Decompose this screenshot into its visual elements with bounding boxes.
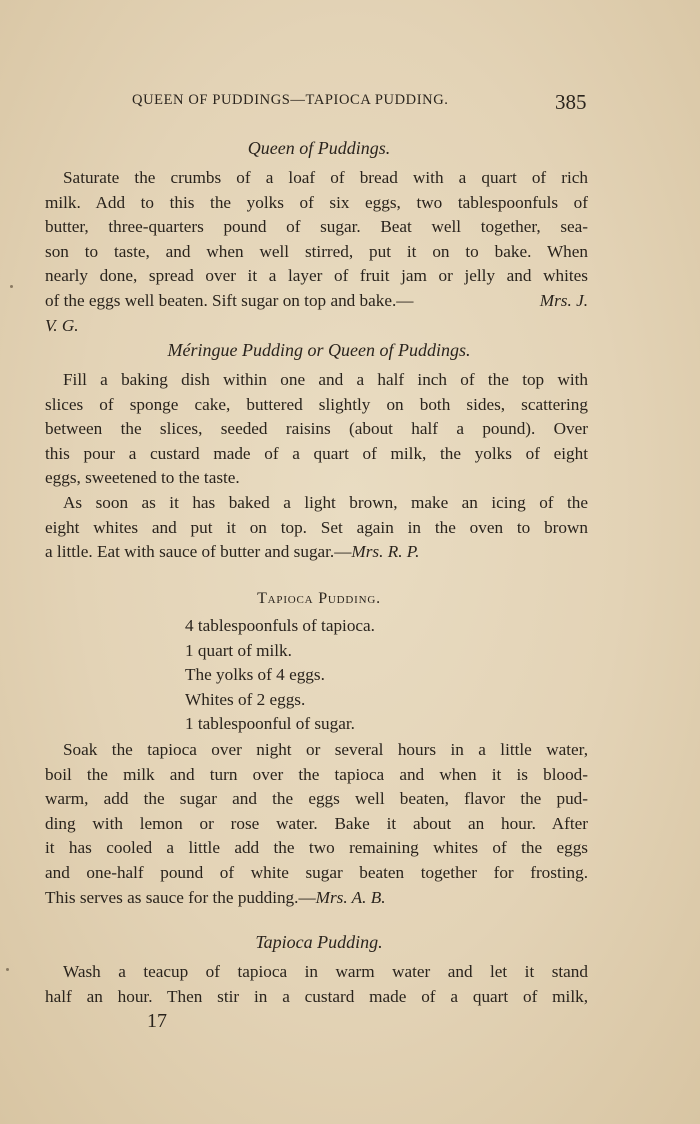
paper-speck [10, 285, 13, 288]
ingredient-item: 1 tablespoonful of sugar. [185, 714, 355, 734]
text-line: milk. Add to this the yolks of six eggs, two tablespoonfuls of [45, 192, 588, 212]
text-line: this pour a custard made of a quart of milk, the yolks of eight [45, 443, 588, 463]
signature-continued: V. G. [45, 315, 79, 335]
text-line: it has cooled a little add the two remaining whites of the eggs [45, 838, 588, 858]
text-line-with-signature [45, 540, 588, 565]
recipe-title-tapioca-pudding: Tapioca Pudding. [257, 590, 381, 607]
text-line: a little. Eat with sauce of butter and sugar.— [45, 542, 352, 562]
recipe-body-tapioca-pudding [45, 738, 588, 910]
recipe-title-queen-of-puddings: Queen of Puddings. [247, 138, 391, 158]
recipe-body-tapioca-pudding-2 [45, 960, 588, 1009]
ingredient-item: The yolks of 4 eggs. [185, 665, 325, 685]
text-line: Wash a teacup of tapioca in warm water and let it stand [63, 962, 588, 981]
ingredient-item: 1 quart of milk. [185, 640, 292, 660]
recipe-body-queen-of-puddings [45, 166, 588, 338]
running-header: QUEEN OF PUDDINGS—TAPIOCA PUDDING. [132, 92, 449, 108]
text-line: half an hour. Then stir in a custard made of a quart of milk, [45, 986, 588, 1006]
text-line: Soak the tapioca over night or several hours in a little water, [63, 740, 588, 759]
text-line: Fill a baking dish within one and a half inch of the top with [63, 370, 588, 389]
signature: Mrs. R. P. [351, 542, 420, 562]
text-line: slices of sponge cake, buttered slightly on both sides, scattering [45, 394, 588, 414]
text-line: warm, add the sugar and the eggs well beaten, flavor the pud- [45, 789, 588, 809]
signature: Mrs. J. [539, 290, 588, 310]
text-line: This serves as sauce for the pudding.— [45, 887, 316, 907]
text-line: and one-half pound of white sugar beaten together for frosting. [45, 862, 588, 882]
paper-speck [6, 968, 9, 971]
text-line: ding with lemon or rose water. Bake it about an hour. After [45, 813, 588, 833]
ingredient-list [185, 614, 375, 737]
text-line: eight whites and put it on top. Set again in the oven to brown [45, 517, 588, 537]
recipe-title-meringue-pudding: Méringue Pudding or Queen of Puddings. [167, 340, 471, 360]
text-line: butter, three-quarters pound of sugar. Beat well together, sea- [45, 217, 588, 237]
text-line: nearly done, spread over it a layer of fruit jam or jelly and whites [45, 266, 588, 286]
ingredient-item: 4 tablespoonfuls of tapioca. [185, 616, 375, 635]
text-line: Saturate the crumbs of a loaf of bread with a quart of rich [63, 168, 588, 187]
text-line: boil the milk and turn over the tapioca and when it is blood- [45, 764, 588, 784]
text-line-with-signature [45, 289, 588, 314]
page-number: 385 [555, 90, 587, 114]
signature: Mrs. A. B. [315, 887, 386, 907]
text-line: of the eggs well beaten. Sift sugar on top and bake.— [45, 290, 414, 310]
ingredient-item: Whites of 2 eggs. [185, 689, 306, 709]
text-line: son to taste, and when well stirred, put it on to bake. When [45, 241, 588, 261]
recipe-body-meringue-pudding [45, 368, 588, 565]
text-line-with-signature [45, 886, 588, 911]
text-line: As soon as it has baked a light brown, make an icing of the [63, 492, 588, 512]
text-line: between the slices, seeded raisins (about half a pound). Over [45, 419, 588, 439]
text-line: eggs, sweetened to the taste. [45, 468, 240, 488]
recipe-title-tapioca-pudding-2: Tapioca Pudding. [255, 932, 383, 952]
signature-mark: 17 [147, 1010, 167, 1032]
